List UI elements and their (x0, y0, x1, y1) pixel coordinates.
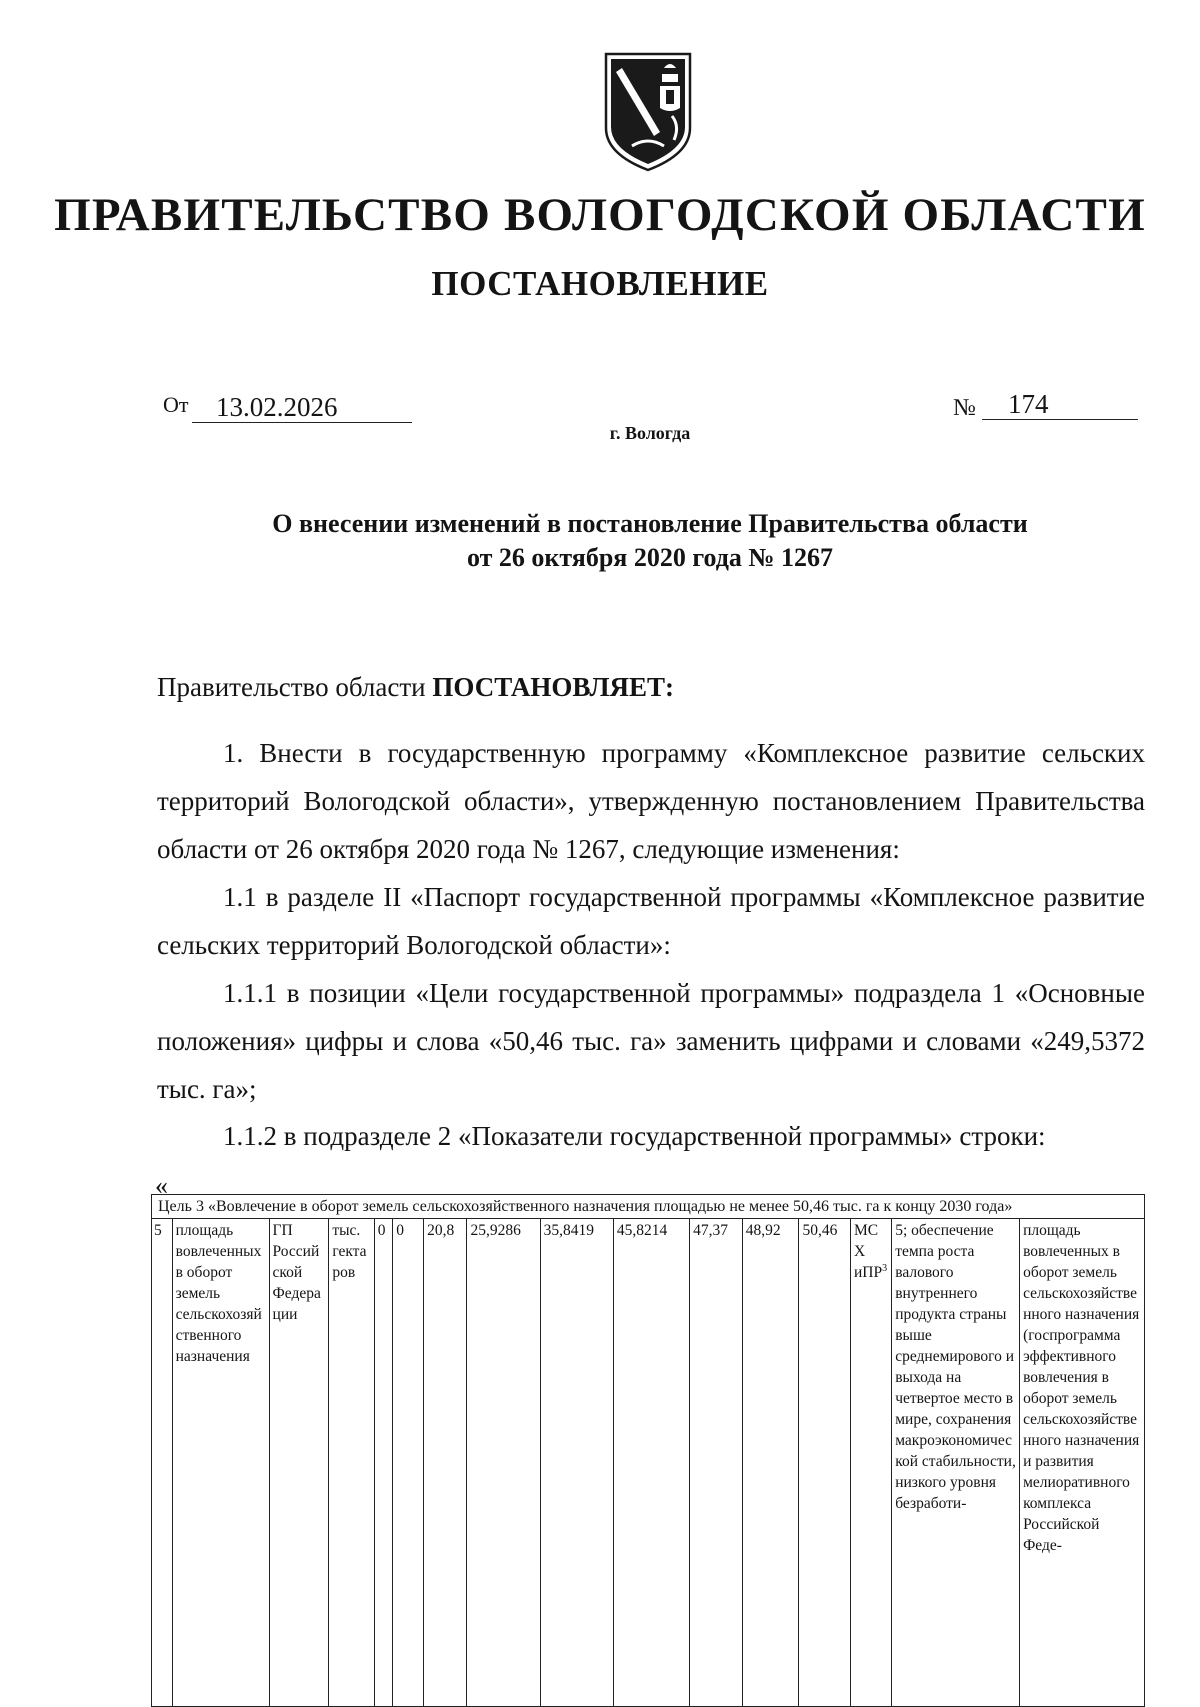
responsible-text: МСХ иПР (853, 1222, 883, 1281)
document-number: 174 (982, 389, 1138, 420)
goal-row (152, 1195, 1145, 1219)
subject-line-1: О внесении изменений в постановление Правительства области (272, 509, 1028, 538)
paragraph-1: 1. Внести в государственную программу «Комплексное развитие сельских территорий Вологодской области», утвержденную постановлением Правительства области от 26 октября 2020 года № 1267, следующие изменения: (157, 738, 1145, 864)
goal-cell: Цель 3 «Вовлечение в оборот земель сельскохозяйственного назначения площадью не менее 50,46 тыс. га к концу 2030 года» (152, 1195, 1145, 1219)
coat-of-arms-emblem (602, 50, 694, 172)
document-type: ПОСТАНОВЛЕНИЕ (431, 264, 769, 303)
cell-value-5: 35,8419 (540, 1219, 613, 1707)
government-title: ПРАВИТЕЛЬСТВО ВОЛОГОДСКОЙ ОБЛАСТИ (54, 189, 1146, 241)
document-date: 13.02.2026 (192, 392, 412, 423)
cell-value-1: 0 (374, 1219, 393, 1707)
intro-text: Правительство области (157, 672, 433, 702)
city: г. Вологда (609, 423, 691, 443)
cell-value-9: 50,46 (799, 1219, 851, 1707)
cell-indicator-name: площадь вовлеченных в оборот земель сельскохозяйственного назначения (172, 1219, 269, 1707)
cell-value-6: 45,8214 (613, 1219, 689, 1707)
document-subject (0, 507, 1200, 575)
cell-value-2: 0 (393, 1219, 424, 1707)
cell-value-4: 25,9286 (467, 1219, 540, 1707)
cell-state-program-link: площадь вовлеченных в оборот земель сельскохозяйственного назначения (госпрограмма эффективного вовлечения в оборот земель сельскохозяйственного назначения и развития мелиоративного комплекса Российской Феде- (1020, 1219, 1145, 1707)
paragraph-1-1: 1.1 в разделе II «Паспорт государственной программы «Комплексное развитие сельских территорий Вологодской области»: (157, 882, 1145, 960)
cell-value-8: 48,92 (742, 1219, 799, 1707)
cell-value-3: 20,8 (424, 1219, 467, 1707)
cell-number: 5 (152, 1219, 173, 1707)
cell-national-goal-link: 5; обеспечение темпа роста валового внутреннего продукта страны выше среднемирового и выхода на четвертое место в мире, сохранения макроэкономической стабильности, низкого уровня безработи- (892, 1219, 1020, 1707)
intro-paragraph (157, 663, 1145, 711)
subject-line-2: от 26 октября 2020 года № 1267 (466, 543, 834, 572)
paragraph-1-1-2: 1.1.2 в подразделе 2 «Показатели государственной программы» строки: (223, 1121, 1046, 1151)
responsible-footnote: 3 (882, 1262, 888, 1274)
table-row (152, 1219, 1145, 1707)
cell-value-7: 47,37 (690, 1219, 743, 1707)
indicators-table (151, 1194, 1145, 1707)
intro-bold-text: ПОСТАНОВЛЯЕТ: (432, 672, 674, 702)
opening-quote: « (155, 1171, 168, 1200)
cell-unit: тыс. гектаров (329, 1219, 374, 1707)
date-label: От (163, 392, 189, 417)
cell-responsible (850, 1219, 891, 1707)
number-label: № (953, 395, 976, 421)
paragraph-1-1-1: 1.1.1 в позиции «Цели государственной программы» подраздела 1 «Основные положения» цифры и слова «50,46 тыс. га» заменить цифрами и словами «249,5372 тыс. га»; (157, 978, 1145, 1104)
cell-level: ГП Российской Федерации (269, 1219, 329, 1707)
